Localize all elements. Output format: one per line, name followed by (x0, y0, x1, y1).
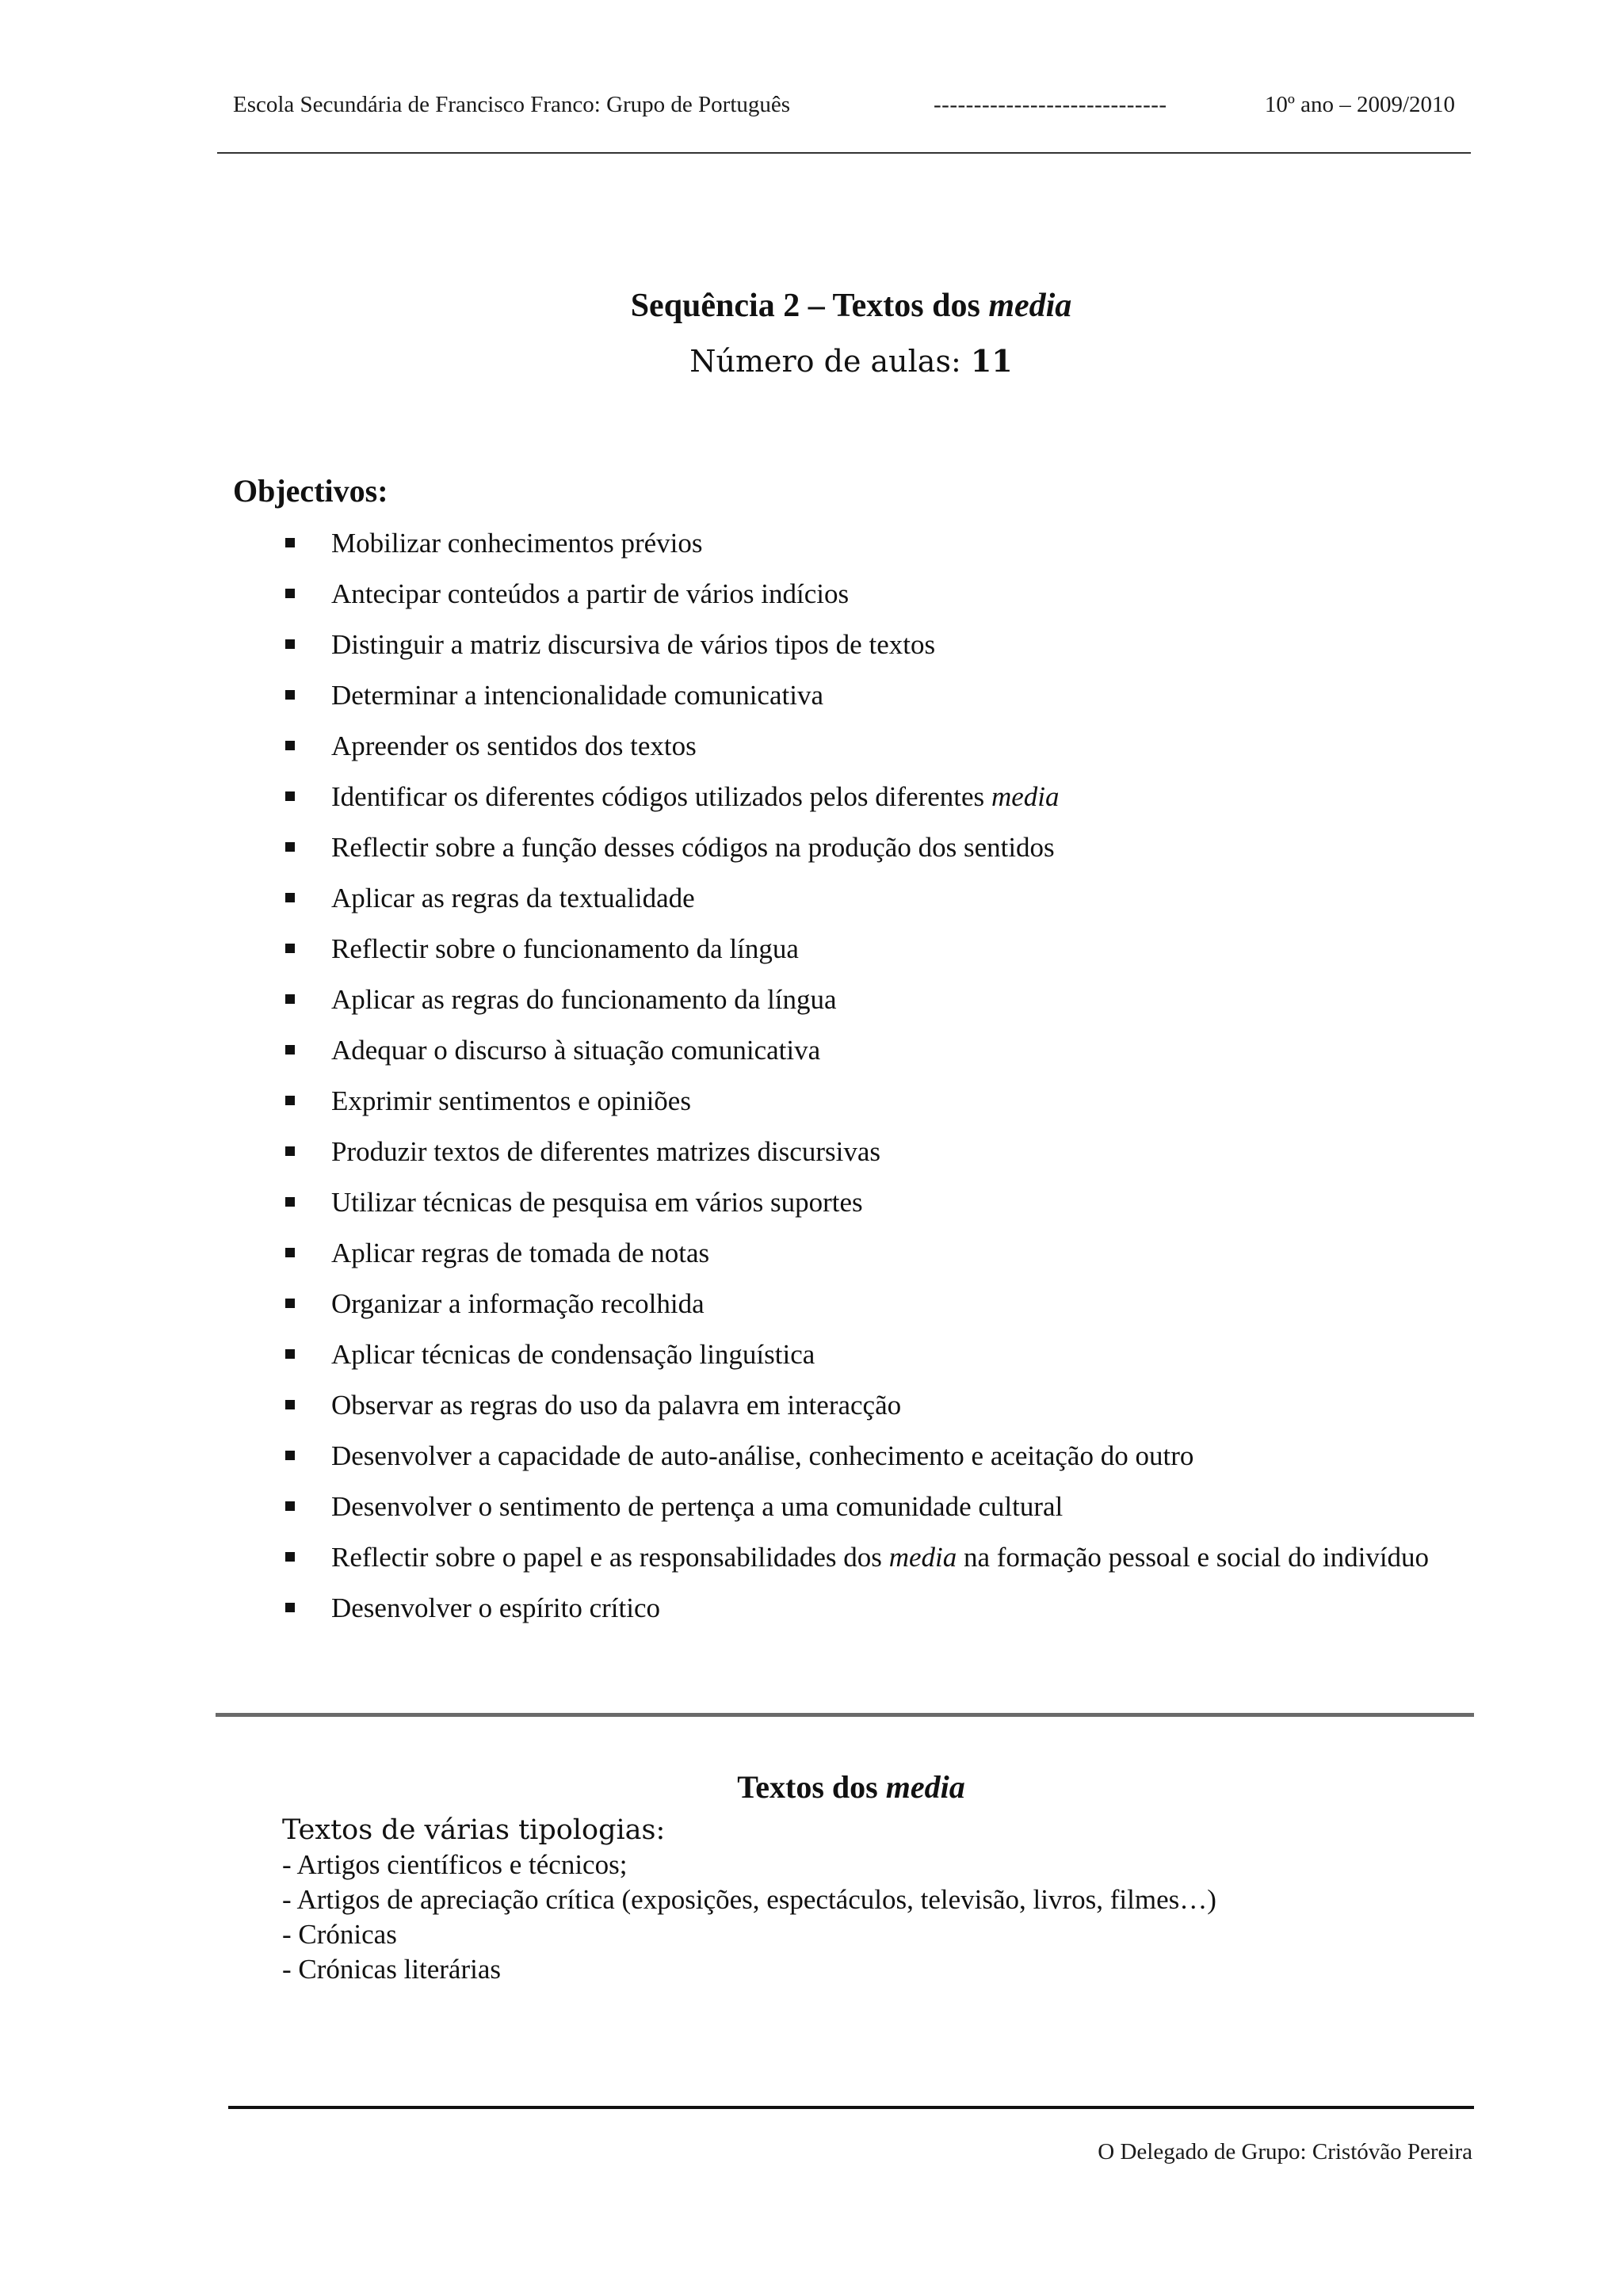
objective-text: Produzir textos de diferentes matrizes discursivas (331, 1136, 880, 1167)
objective-emphasis: media (888, 1542, 957, 1573)
objective-item (282, 526, 1457, 560)
objective-text: Desenvolver o sentimento de pertença a uma comunidade cultural (331, 1491, 1064, 1522)
square-bullet-icon (285, 1552, 295, 1562)
objectives-list (282, 526, 1471, 1642)
sequence-title-emphasis: media (988, 288, 1072, 324)
header-rule (217, 152, 1471, 154)
sequence-title-block (0, 284, 1623, 383)
media-item: - Artigos de apreciação crítica (exposições, espectáculos, televisão, livros, filmes…) (282, 1884, 1216, 1915)
objective-item (282, 1388, 1457, 1422)
objective-item (282, 1084, 1457, 1118)
objective-emphasis: media (991, 781, 1060, 812)
sequence-title (0, 284, 1623, 328)
header-year: 10º ano – 2009/2010 (1264, 92, 1455, 117)
objective-text: Aplicar regras de tomada de notas (331, 1238, 710, 1268)
square-bullet-icon (285, 1400, 295, 1409)
lessons-label: Número de aulas: (689, 344, 971, 379)
objective-item (282, 1337, 1457, 1371)
objective-item (282, 627, 1457, 662)
objective-text: Aplicar técnicas de condensação linguística (331, 1339, 815, 1370)
objective-item (282, 729, 1457, 763)
objectives-heading: Objectivos: (233, 473, 388, 509)
objective-item (282, 780, 1457, 814)
objective-item (282, 830, 1457, 864)
square-bullet-icon (285, 1197, 295, 1207)
header-separator: ----------------------------- (934, 92, 1167, 117)
square-bullet-icon (285, 1603, 295, 1612)
header-school: Escola Secundária de Francisco Franco: Grupo de Português (233, 92, 791, 117)
square-bullet-icon (285, 589, 295, 598)
objective-text: Utilizar técnicas de pesquisa em vários suportes (331, 1187, 863, 1218)
media-subtitle: Textos de várias tipologias: (282, 1814, 666, 1846)
square-bullet-icon (285, 1045, 295, 1055)
sequence-title-text: Sequência 2 – Textos dos (630, 288, 989, 324)
objective-text: Aplicar as regras da textualidade (331, 883, 695, 913)
square-bullet-icon (285, 1248, 295, 1257)
footer-rule (228, 2106, 1474, 2109)
lessons-count: 11 (970, 343, 1013, 379)
objective-item (282, 932, 1457, 966)
objective-item (282, 1439, 1457, 1473)
objective-text: Antecipar conteúdos a partir de vários indícios (331, 578, 850, 609)
square-bullet-icon (285, 1299, 295, 1308)
square-bullet-icon (285, 538, 295, 547)
objective-text: Reflectir sobre o funcionamento da língua (331, 933, 799, 964)
objective-text: Apreender os sentidos dos textos (331, 730, 697, 761)
objective-item (282, 881, 1457, 915)
objective-text: Reflectir sobre a função desses códigos na produção dos sentidos (331, 832, 1055, 863)
square-bullet-icon (285, 639, 295, 649)
square-bullet-icon (285, 994, 295, 1004)
objective-text: Distinguir a matriz discursiva de vários tipos de textos (331, 629, 936, 660)
square-bullet-icon (285, 1096, 295, 1105)
square-bullet-icon (285, 741, 295, 750)
objective-text: Desenvolver o espírito crítico (331, 1592, 661, 1623)
lessons-count-line (0, 339, 1623, 383)
square-bullet-icon (285, 690, 295, 700)
media-title-emphasis: media (885, 1769, 965, 1805)
square-bullet-icon (285, 1451, 295, 1460)
media-section-content (282, 1813, 1471, 1987)
objective-item (282, 678, 1457, 712)
media-section-title (0, 1768, 1623, 1806)
square-bullet-icon (285, 842, 295, 852)
objective-item (282, 577, 1457, 611)
square-bullet-icon (285, 893, 295, 902)
objective-text-after: na formação pessoal e social do indivíduo (957, 1542, 1430, 1573)
media-item: - Crónicas literárias (282, 1954, 502, 1985)
objective-item (282, 1489, 1457, 1524)
objective-text: Exprimir sentimentos e opiniões (331, 1085, 691, 1116)
square-bullet-icon (285, 1349, 295, 1359)
objective-item (282, 1540, 1457, 1574)
square-bullet-icon (285, 1146, 295, 1156)
objective-item (282, 1135, 1457, 1169)
section-divider (216, 1713, 1474, 1717)
objective-item (282, 982, 1457, 1016)
objective-item (282, 1185, 1457, 1219)
media-item: - Artigos científicos e técnicos; (282, 1849, 628, 1880)
objective-item (282, 1236, 1457, 1270)
objective-item (282, 1591, 1457, 1625)
square-bullet-icon (285, 1501, 295, 1511)
objective-text: Adequar o discurso à situação comunicativa (331, 1035, 821, 1066)
objective-item (282, 1033, 1457, 1067)
objective-text: Identificar os diferentes códigos utilizados pelos diferentes (331, 781, 991, 812)
objective-text: Aplicar as regras do funcionamento da língua (331, 984, 837, 1015)
square-bullet-icon (285, 791, 295, 801)
page-footer: O Delegado de Grupo: Cristóvão Pereira (1098, 2139, 1472, 2164)
media-item: - Crónicas (282, 1919, 397, 1950)
square-bullet-icon (285, 944, 295, 953)
objective-text: Mobilizar conhecimentos prévios (331, 528, 703, 559)
media-title-text: Textos dos (737, 1769, 886, 1805)
objective-text: Organizar a informação recolhida (331, 1288, 705, 1319)
objective-text: Determinar a intencionalidade comunicativa (331, 680, 823, 711)
objective-text: Desenvolver a capacidade de auto-análise, conhecimento e aceitação do outro (331, 1440, 1194, 1471)
objective-text: Reflectir sobre o papel e as responsabilidades dos (331, 1542, 889, 1573)
objective-text: Observar as regras do uso da palavra em interacção (331, 1390, 902, 1421)
objective-item (282, 1287, 1457, 1321)
